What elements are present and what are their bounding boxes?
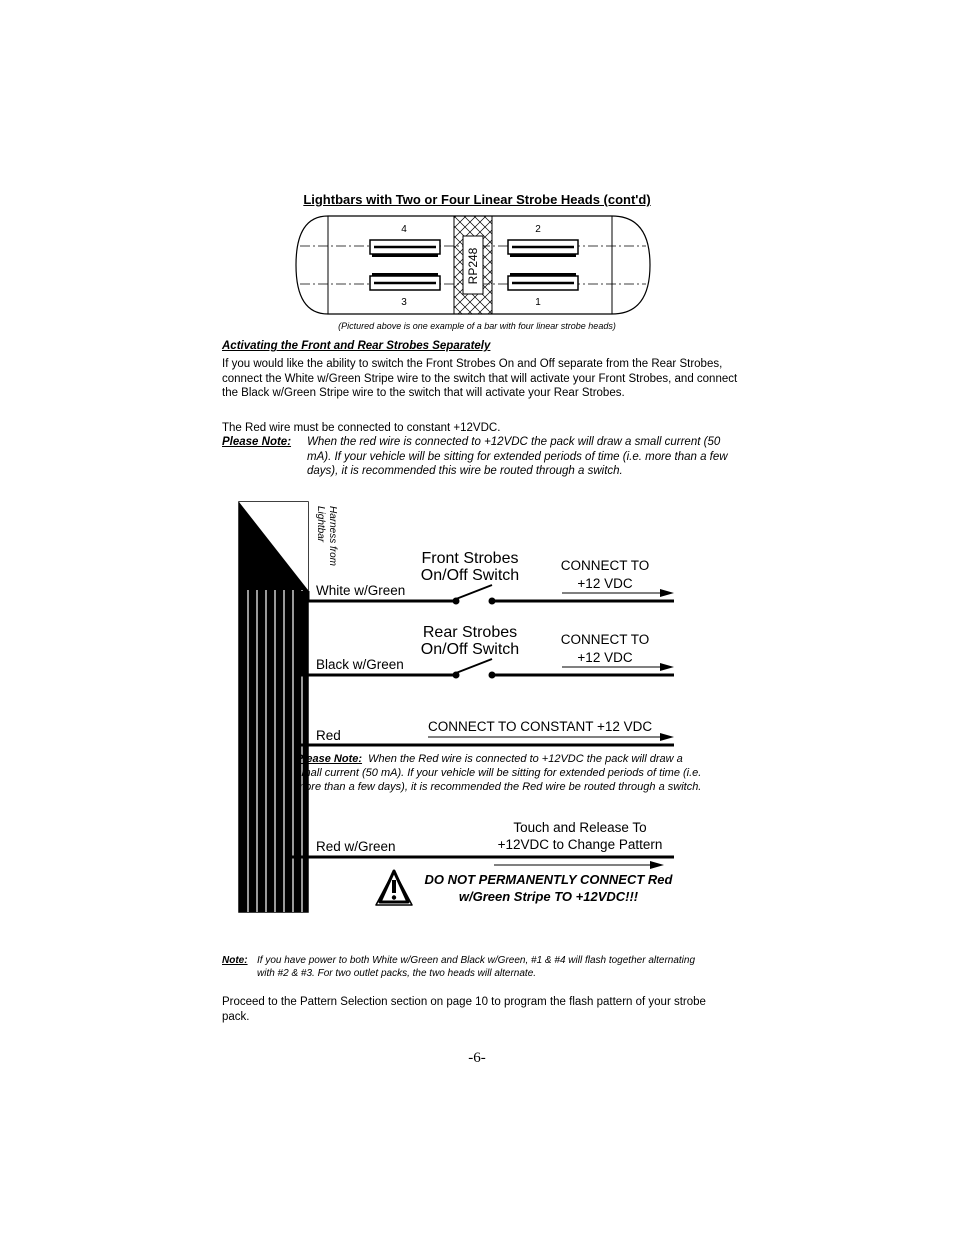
figure-caption: (Pictured above is one example of a bar with four linear strobe heads) bbox=[338, 321, 616, 331]
wire-label-white-green: White w/Green bbox=[316, 583, 406, 598]
diagram-please-note bbox=[296, 752, 706, 794]
page-number: -6- bbox=[468, 1050, 486, 1066]
bottom-note-label: Note: bbox=[222, 955, 248, 966]
paragraph-red-wire: The Red wire must be connected to constant +12VDC. bbox=[222, 422, 501, 434]
wire-label-red-green: Red w/Green bbox=[316, 839, 396, 854]
harness-label: Harness from Lightbar bbox=[315, 506, 338, 567]
strobe-head-1 bbox=[508, 273, 578, 290]
front-switch-blade bbox=[456, 585, 492, 599]
wire-label-red: Red bbox=[316, 728, 341, 743]
connect-arrow-1 bbox=[660, 589, 674, 597]
harness-label-box bbox=[312, 506, 338, 586]
strobe-head-4 bbox=[370, 240, 440, 257]
head-label-3: 3 bbox=[401, 297, 407, 308]
strobe-head-2 bbox=[508, 240, 578, 257]
closing-paragraph: Proceed to the Pattern Selection section on page 10 to program the flash pattern of your strobe pack. bbox=[222, 996, 706, 1023]
head-label-2: 2 bbox=[535, 224, 541, 235]
please-note-label: Please Note: bbox=[222, 436, 292, 448]
touch-arrow bbox=[650, 861, 664, 869]
rear-switch-blade bbox=[456, 659, 492, 673]
front-switch-label: Front Strobes On/Off Switch bbox=[420, 550, 520, 584]
connect-arrow-3 bbox=[660, 733, 674, 741]
connect-label-3: CONNECT TO CONSTANT +12 VDC bbox=[428, 719, 653, 734]
head-label-1: 1 bbox=[535, 297, 541, 308]
connect-arrow-2 bbox=[660, 663, 674, 671]
diagram-note-label: Please Note: bbox=[296, 753, 363, 765]
strobe-head-3 bbox=[370, 273, 440, 290]
please-note-text: When the red wire is connected to +12VDC the pack will draw a small current (50 mA). If your vehicle will be sitting for extended periods of time (i.e. more than a few days), it is recommended this wire be routed through a switch. bbox=[307, 436, 728, 477]
head-label-4: 4 bbox=[401, 224, 407, 235]
touch-release-label: Touch and Release To +12VDC to Change Pattern bbox=[497, 820, 663, 852]
bottom-note-text: If you have power to both White w/Green and Black w/Green, #1 & #4 will flash together alternating with #2 & #3. For two outlet packs, the two heads will alternate. bbox=[257, 955, 696, 979]
warning-text: DO NOT PERMANENTLY CONNECT Red w/Green Stripe TO +12VDC!!! bbox=[424, 872, 673, 904]
connect-label-1: CONNECT TO +12 VDC bbox=[560, 558, 650, 591]
bottom-note bbox=[222, 954, 702, 980]
please-note bbox=[222, 435, 742, 479]
center-module-label: RP248 bbox=[466, 247, 480, 285]
diagram-note-text: When the Red wire is connected to +12VDC the pack will draw a small current (50 mA). If your vehicle will be sitting for extended periods of time (i.e. more than a few days), it is recommended the Red wire be routed through a switch. bbox=[296, 753, 702, 793]
connect-label-2: CONNECT TO +12 VDC bbox=[560, 632, 650, 665]
wire-label-black-green: Black w/Green bbox=[316, 657, 404, 672]
paragraph-switching: If you would like the ability to switch the Front Strobes On and Off separate from the Rear Strobes, connect the White w/Green Stripe wire to the switch that will activate your Front Strobes, and connect the Black w/Green Stripe wire to the switch that will activate your Rear Strobes. bbox=[222, 358, 738, 399]
page-title: Lightbars with Two or Four Linear Strobe Heads (cont'd) bbox=[303, 192, 651, 207]
section-heading: Activating the Front and Rear Strobes Separately bbox=[222, 340, 491, 352]
lightbar-illustration bbox=[290, 212, 656, 318]
rear-switch-label: Rear Strobes On/Off Switch bbox=[420, 624, 520, 658]
